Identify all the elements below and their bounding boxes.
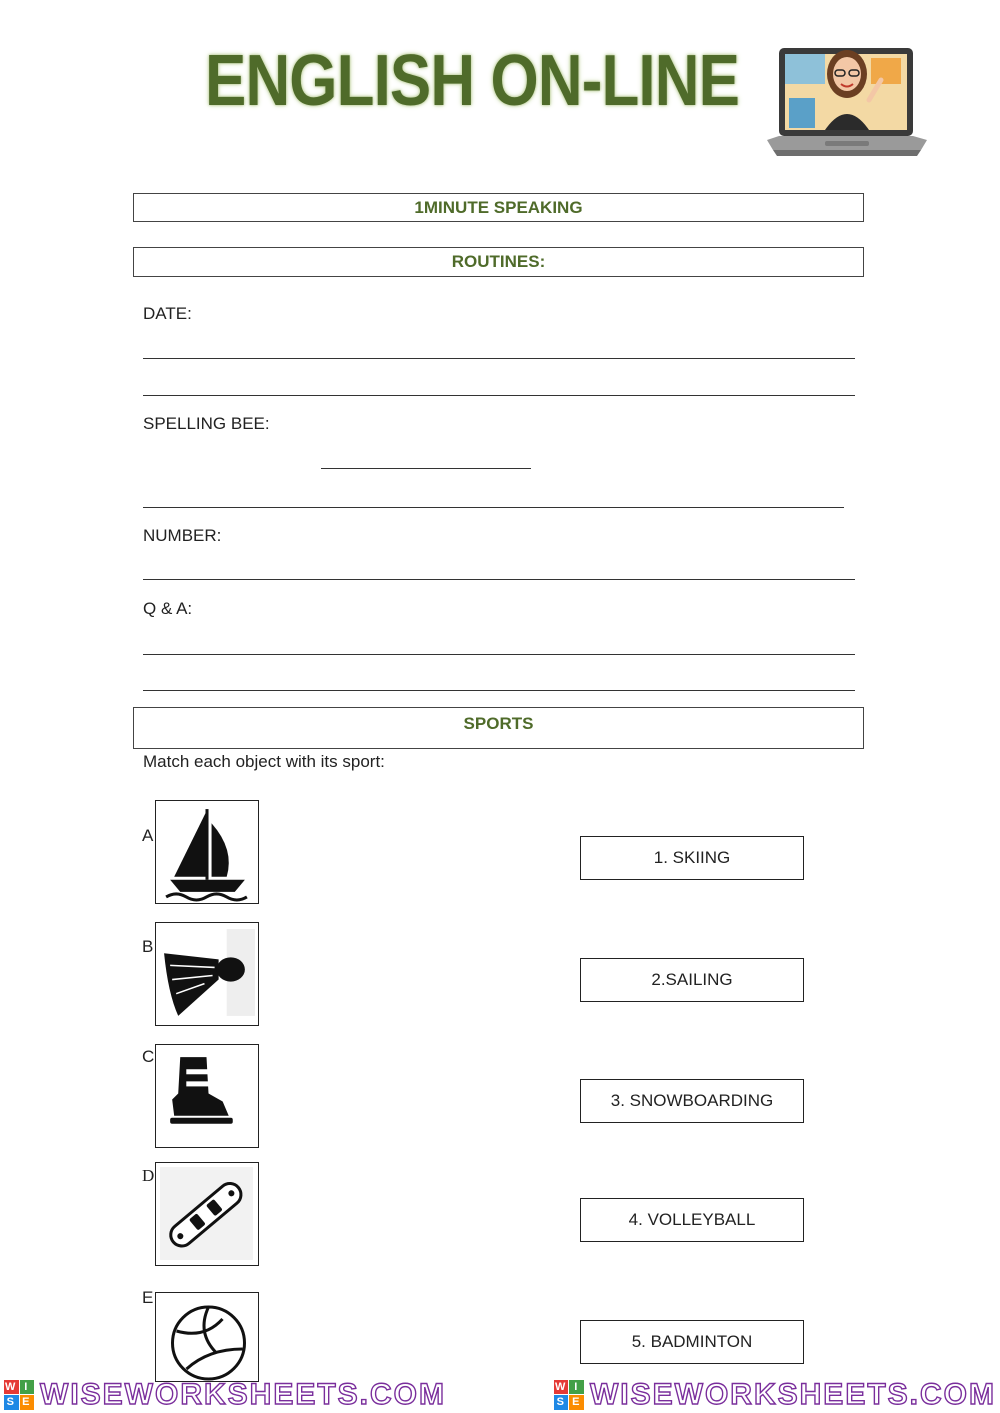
sailboat-icon <box>156 801 257 902</box>
sports-instruction: Match each object with its sport: <box>143 752 385 771</box>
answer-line[interactable] <box>143 507 844 508</box>
teacher-laptop-icon <box>765 28 930 170</box>
answer-line[interactable] <box>143 654 855 655</box>
wise-logo-icon: W I S E <box>4 1380 34 1410</box>
ski-boot-icon <box>156 1045 257 1146</box>
brand-left <box>4 1378 446 1412</box>
picture-volleyball[interactable] <box>155 1292 259 1382</box>
sport-option-label: 3. SNOWBOARDING <box>610 1091 774 1110</box>
date-label: DATE: <box>143 304 192 323</box>
sport-option-label: 2.SAILING <box>651 970 733 989</box>
answer-line[interactable] <box>143 358 855 359</box>
sport-option-badminton[interactable] <box>580 1320 804 1364</box>
brand-right <box>554 1378 996 1412</box>
picture-sailboat[interactable] <box>155 800 259 904</box>
number-label: NUMBER: <box>143 526 222 545</box>
brand-text: WISEWORKSHEETS.COM <box>40 1377 447 1411</box>
sport-option-snowboarding[interactable] <box>580 1079 804 1123</box>
footer-watermark <box>0 1376 1000 1413</box>
spelling-bee-label: SPELLING BEE: <box>143 414 270 433</box>
item-letter: A <box>142 826 154 845</box>
sport-option-label: 5. BADMINTON <box>631 1332 753 1351</box>
answer-line[interactable] <box>143 579 855 580</box>
sport-option-label: 1. SKIING <box>653 848 731 867</box>
sport-option-volleyball[interactable] <box>580 1198 804 1242</box>
section-sports: SPORTS <box>133 707 864 749</box>
item-letter: E <box>142 1288 154 1307</box>
picture-ski-boot[interactable] <box>155 1044 259 1148</box>
answer-line[interactable] <box>143 690 855 691</box>
picture-shuttlecock[interactable] <box>155 922 259 1026</box>
item-letter: B <box>142 937 154 956</box>
section-speaking: 1MINUTE SPEAKING <box>133 193 864 222</box>
snowboard-icon <box>156 1163 257 1264</box>
sport-option-skiing[interactable] <box>580 836 804 880</box>
picture-snowboard[interactable] <box>155 1162 259 1266</box>
item-letter: C <box>142 1047 155 1066</box>
sport-option-sailing[interactable] <box>580 958 804 1002</box>
sport-option-label: 4. VOLLEYBALL <box>628 1210 756 1229</box>
shuttlecock-icon <box>156 923 257 1024</box>
qa-label: Q & A: <box>143 599 193 618</box>
page-title: ENGLISH ON-LINE <box>205 41 740 121</box>
spelling-word-line[interactable] <box>321 468 531 469</box>
wise-logo-icon: W I S E <box>554 1380 584 1410</box>
answer-line[interactable] <box>143 395 855 396</box>
brand-text: WISEWORKSHEETS.COM <box>589 1377 996 1411</box>
item-letter: D <box>142 1166 155 1185</box>
volleyball-icon <box>156 1293 257 1381</box>
section-routines: ROUTINES: <box>133 247 864 277</box>
